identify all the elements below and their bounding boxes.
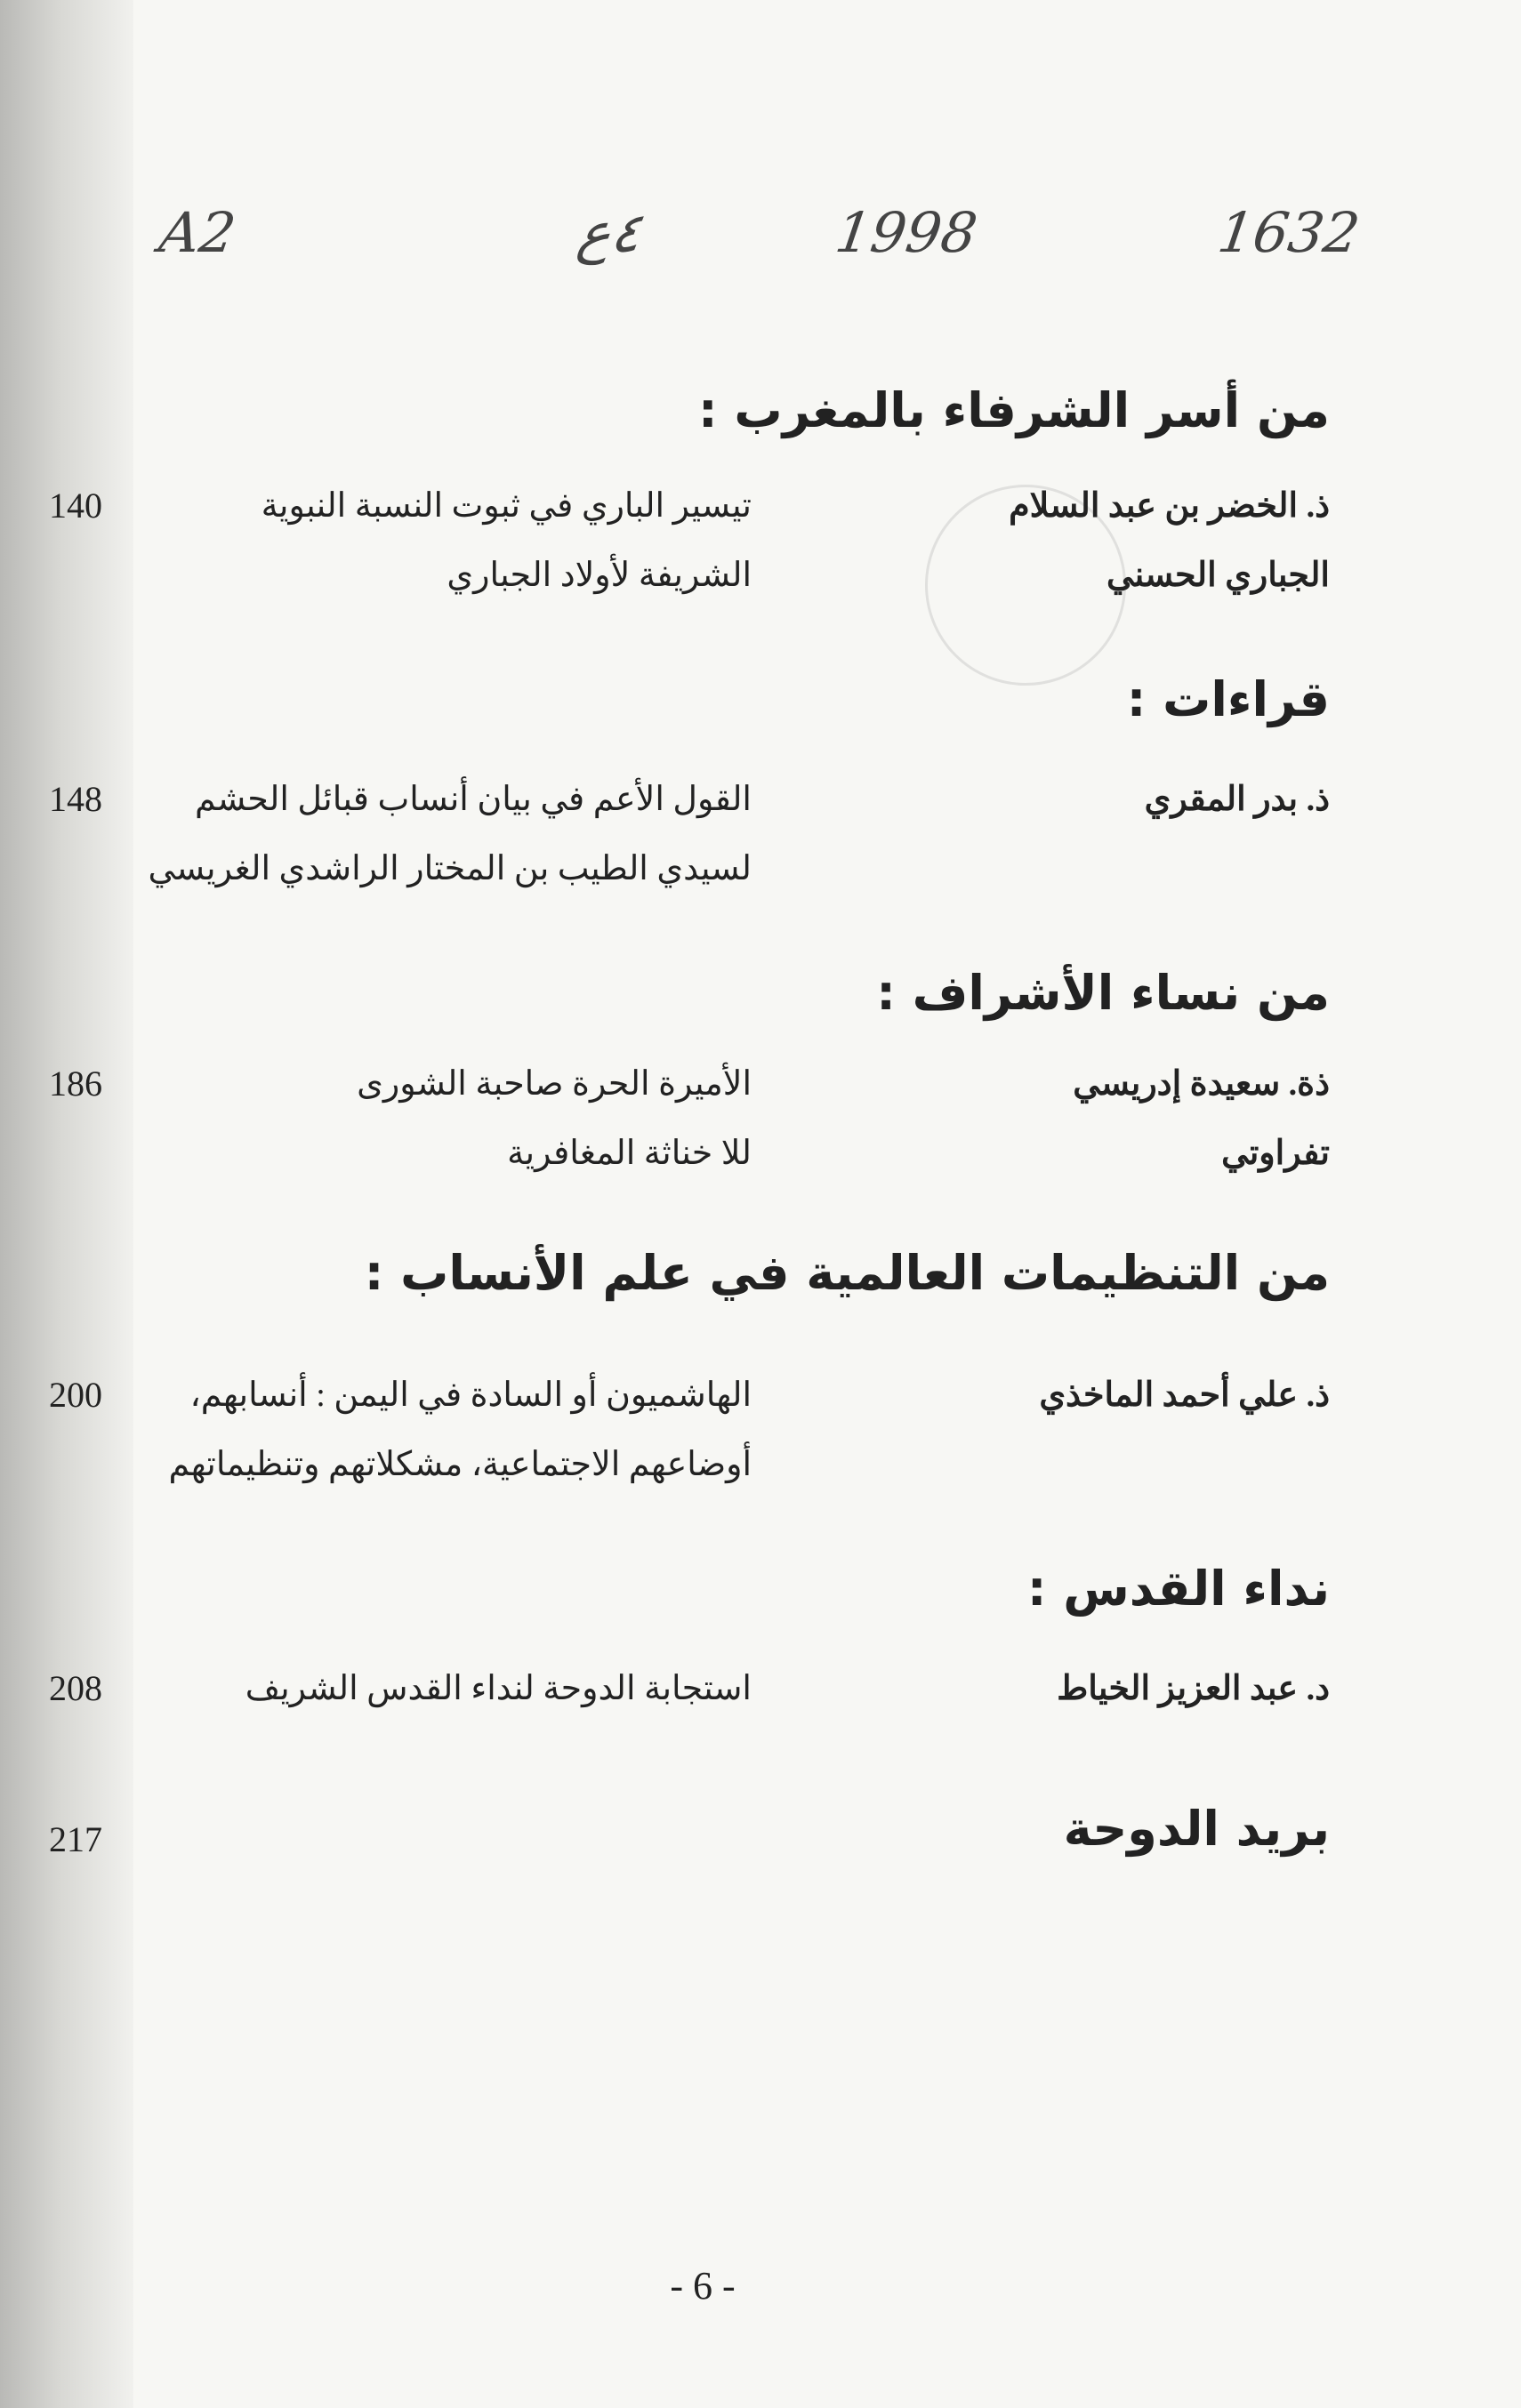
author-line: د. عبد العزيز الخياط [1057, 1670, 1330, 1707]
handwritten-year: 1998 [831, 200, 981, 265]
author-line: الجباري الحسني [1106, 557, 1330, 594]
entry-title [93, 1654, 752, 1723]
section-heading: من نساء الأشراف : [876, 965, 1330, 1021]
section-heading: من أسر الشرفاء بالمغرب : [698, 382, 1330, 438]
page-number: 200 [49, 1375, 102, 1415]
author-line: ذ. الخضر بن عبد السلام [1009, 487, 1330, 525]
entry-author [965, 1049, 1330, 1188]
title-line: الشريفة لأولاد الجباري [447, 557, 752, 594]
author-line: ذ. بدر المقري [1144, 781, 1330, 818]
page-number: 217 [49, 1819, 102, 1859]
page-folio: - 6 - [670, 2264, 736, 2308]
title-line: القول الأعم في بيان أنساب قبائل الحشم [195, 781, 752, 818]
page-number: 140 [49, 486, 102, 526]
section-heading: قراءات : [1126, 671, 1330, 727]
entry-title [93, 1361, 752, 1499]
section-heading: من التنظيمات العالمية في علم الأنساب : [364, 1245, 1330, 1301]
author-line: ذة. سعيدة إدريسي تفراوتي [1073, 1065, 1330, 1172]
entry-title [93, 765, 752, 903]
entry-author [965, 1361, 1330, 1430]
title-line: أوضاعهم الاجتماعية، مشكلاتهم وتنظيماتهم [168, 1446, 752, 1483]
entry-author [965, 1654, 1330, 1723]
page-number: 148 [49, 779, 102, 819]
title-line: الأميرة الحرة صاحبة الشورى [357, 1065, 752, 1103]
entry-title [93, 471, 752, 610]
title-line: تيسير الباري في ثبوت النسبة النبوية [261, 487, 752, 525]
handwritten-number: 1632 [1213, 200, 1364, 265]
entry-author [965, 765, 1330, 834]
entry-author [965, 471, 1330, 610]
title-line: لسيدي الطيب بن المختار الراشدي الغريسي [148, 850, 752, 887]
title-line: للا خناثة المغافرية [507, 1135, 752, 1172]
section-heading: بريد الدوحة [1063, 1801, 1330, 1857]
binding-shadow [0, 0, 133, 2408]
title-line: استجابة الدوحة لنداء القدس الشريف [245, 1670, 752, 1707]
page-number: 208 [49, 1668, 102, 1708]
section-heading: نداء القدس : [1026, 1561, 1330, 1617]
title-line: الهاشميون أو السادة في اليمن : أنسابهم، [189, 1377, 752, 1414]
handwritten-code: A2 [155, 200, 240, 265]
handwritten-issue: ٤ع [573, 200, 646, 265]
page-number: 186 [49, 1064, 102, 1104]
entry-title [93, 1049, 752, 1188]
author-line: ذ. علي أحمد الماخذي [1039, 1377, 1330, 1414]
